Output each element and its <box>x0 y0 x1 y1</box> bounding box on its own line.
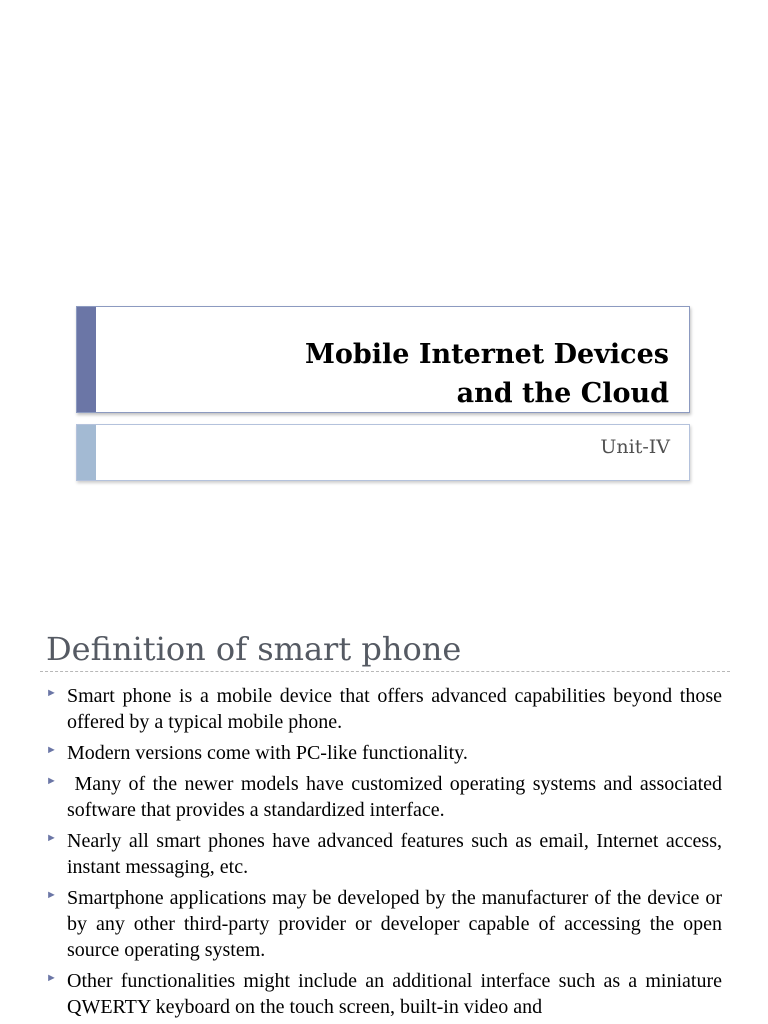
play-triangle-icon: ► <box>46 972 57 984</box>
title-box <box>76 306 690 413</box>
play-triangle-icon: ► <box>46 832 57 844</box>
subtitle-accent-bar <box>77 425 96 480</box>
slide-heading: Definition of smart phone <box>46 630 462 668</box>
bullet-item <box>44 968 722 1020</box>
slide-title <box>149 335 669 413</box>
bullet-text: Smartphone applications may be developed by the manufacturer of the device or by any other third-party provider or developer capable of accessing the open source operating system. <box>67 887 722 961</box>
bullet-text: Modern versions come with PC-like functionality. <box>67 742 468 764</box>
subtitle-box <box>76 424 690 481</box>
play-triangle-icon: ► <box>46 687 57 699</box>
bullet-list <box>44 683 728 1024</box>
heading-divider <box>40 671 730 672</box>
play-triangle-icon: ► <box>46 775 57 787</box>
title-line-1: Mobile Internet Devices <box>304 339 669 370</box>
bullet-text: Other functionalities might include an additional interface such as a miniature QWERTY keyboard on the touch screen, built-in video and <box>67 970 722 1018</box>
play-triangle-icon: ► <box>46 744 57 756</box>
bullet-text: Many of the newer models have customized operating systems and associated software that provides a standardized interface. <box>67 773 728 821</box>
slide-subtitle: Unit-IV <box>600 436 670 458</box>
bullet-item <box>44 683 722 735</box>
bullet-text: Smart phone is a mobile device that offers advanced capabilities beyond those offered by a typical mobile phone. <box>67 685 722 733</box>
title-line-2: and the Cloud <box>456 378 669 409</box>
bullet-text: Nearly all smart phones have advanced features such as email, Internet access, instant messaging, etc. <box>67 830 722 878</box>
bullet-item <box>44 771 728 823</box>
title-accent-bar <box>77 307 96 412</box>
bullet-item <box>44 828 722 880</box>
bullet-item <box>44 885 722 963</box>
bullet-item <box>44 740 722 766</box>
content-slide <box>0 576 768 1024</box>
play-triangle-icon: ► <box>46 889 57 901</box>
